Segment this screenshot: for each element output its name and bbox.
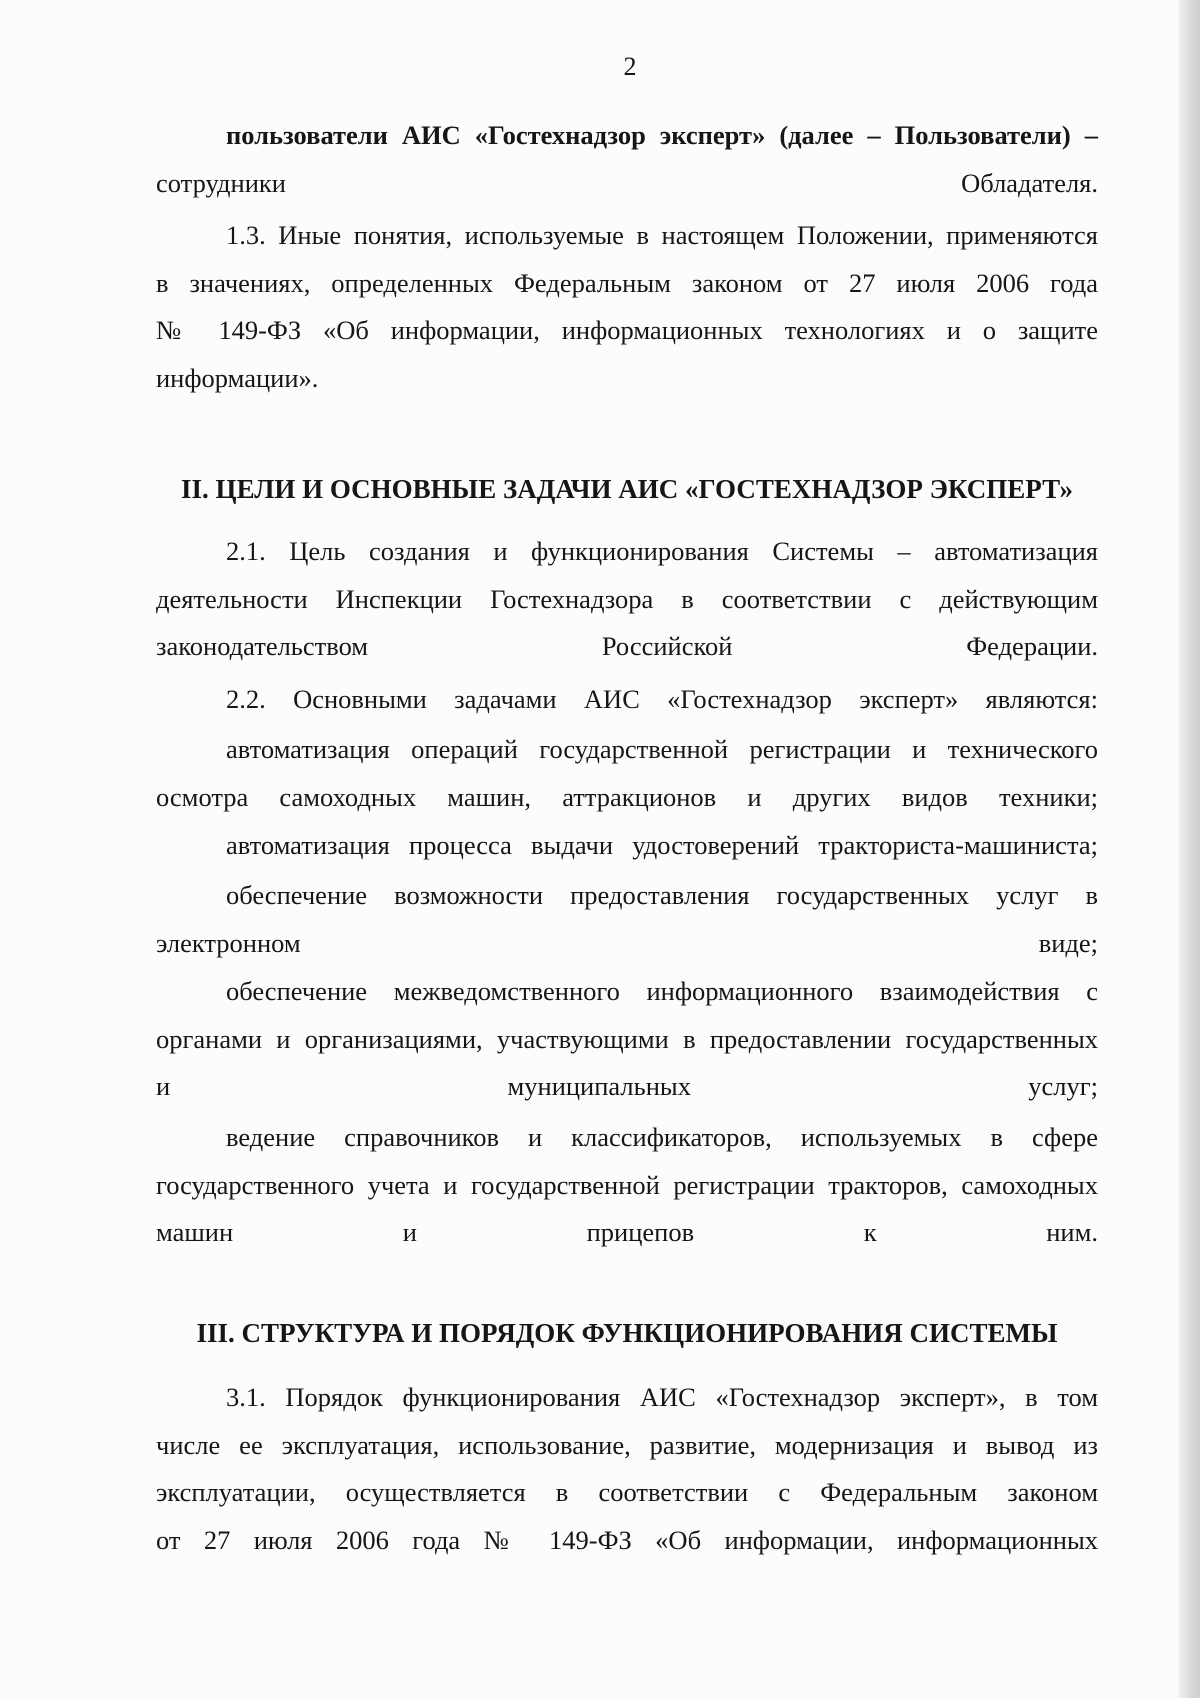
paragraph-line: законодательством Российской Федерации. — [156, 631, 1098, 661]
paragraph-line: 3.1. Порядок функционирования АИС «Гостехнадзор эксперт», в том — [226, 1382, 1098, 1412]
paragraph-1-3 — [156, 212, 1098, 402]
paragraph-line: и муниципальных услуг; — [156, 1071, 1098, 1101]
paragraph-line: электронном виде; — [156, 927, 1098, 958]
paragraph-line: информации». — [156, 362, 319, 393]
paragraph-line: эксплуатации, осуществляется в соответствии с Федеральным законом — [156, 1477, 1098, 1507]
task-item-1 — [156, 726, 1098, 821]
scan-edge-shadow — [1178, 0, 1200, 1698]
paragraph-line: сотрудники Обладателя. — [156, 167, 1098, 198]
paragraph-line: органами и организациями, участвующими в предоставлении государственных — [156, 1023, 1098, 1054]
paragraph-line: числе ее эксплуатация, использование, развитие, модернизация и вывод из — [156, 1429, 1098, 1460]
paragraph-line: 1.3. Иные понятия, используемые в настоящем Положении, применяются — [226, 220, 1098, 250]
page-number: 2 — [623, 52, 637, 81]
paragraph-users-definition — [156, 112, 1098, 207]
paragraph-line: от 27 июля 2006 года № 149-ФЗ «Об информации, информационных — [156, 1524, 1098, 1555]
paragraph-line: автоматизация операций государственной регистрации и технического — [226, 734, 1098, 764]
paragraph-line: 2.1. Цель создания и функционирования Системы – автоматизация — [226, 536, 1098, 566]
paragraph-line: государственного учета и государственной регистрации тракторов, самоходных — [156, 1169, 1098, 1200]
task-item-4 — [156, 968, 1098, 1111]
section-3-heading: III. СТРУКТУРА И ПОРЯДОК ФУНКЦИОНИРОВАНИЯ СИСТЕМЫ — [196, 1318, 1058, 1348]
paragraph-line: автоматизация процесса выдачи удостоверений тракториста-машиниста; — [226, 830, 1098, 860]
paragraph-line: № 149-ФЗ «Об информации, информационных технологиях и о защите — [156, 315, 1098, 345]
paragraph-line: машин и прицепов к ним. — [156, 1217, 1098, 1247]
paragraph-3-1 — [156, 1374, 1098, 1564]
section-2-heading: II. ЦЕЛИ И ОСНОВНЫЕ ЗАДАЧИ АИС «ГОСТЕХНАДЗОР ЭКСПЕРТ» — [181, 474, 1073, 504]
paragraph-2-2 — [156, 676, 1098, 724]
paragraph-line: осмотра самоходных машин, аттракционов и других видов техники; — [156, 781, 1098, 812]
task-item-2 — [156, 822, 1098, 870]
paragraph-line: обеспечение межведомственного информационного взаимодействия с — [226, 976, 1098, 1006]
paragraph-line: деятельности Инспекции Гостехнадзора в соответствии с действующим — [156, 583, 1098, 614]
task-item-5 — [156, 1114, 1098, 1257]
paragraph-line: пользователи АИС «Гостехнадзор эксперт» (далее – Пользователи) – — [226, 120, 1098, 150]
paragraph-line: в значениях, определенных Федеральным законом от 27 июля 2006 года — [156, 267, 1098, 298]
paragraph-line: ведение справочников и классификаторов, используемых в сфере — [226, 1122, 1098, 1152]
task-item-3 — [156, 872, 1098, 967]
paragraph-2-1 — [156, 528, 1098, 671]
paragraph-line: обеспечение возможности предоставления государственных услуг в — [226, 880, 1098, 910]
paragraph-line: 2.2. Основными задачами АИС «Гостехнадзор эксперт» являются: — [226, 684, 1098, 714]
